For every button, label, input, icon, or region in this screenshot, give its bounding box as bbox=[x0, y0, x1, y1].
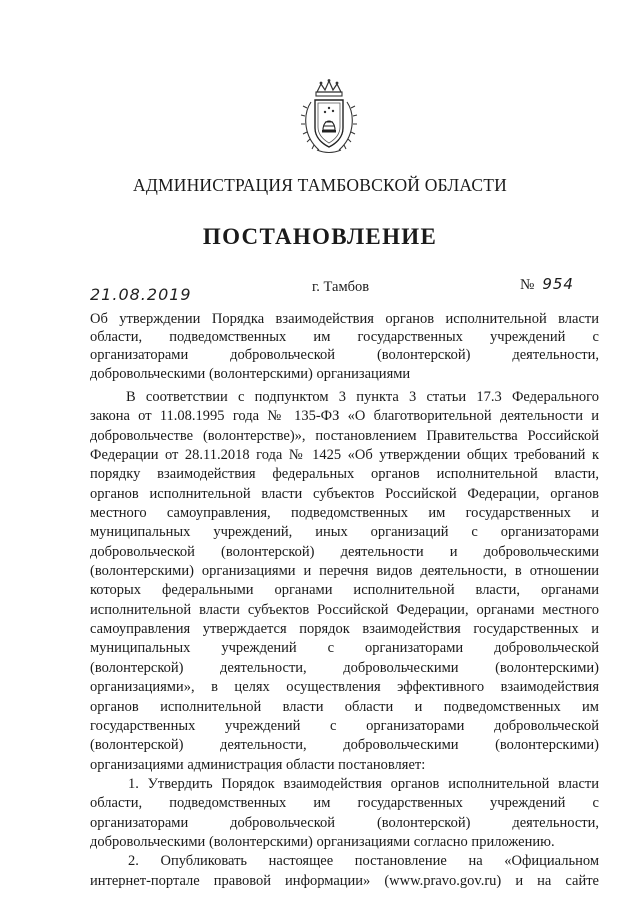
body-line: В соответствии с подпунктом 3 пункта 3 статьи 17.3 Федерального bbox=[126, 389, 599, 405]
body-line: добровольчестве (волонтерстве)», постановлением Правительства Российской bbox=[90, 427, 599, 444]
body-line: исполнительной власти субъектов Российской Федерации, органами местного bbox=[90, 601, 599, 618]
body-line: муниципальных учреждений, иных организаций с организаторами bbox=[90, 524, 599, 541]
body-line: (волонтерской) деятельности, добровольческими (волонтерскими) bbox=[90, 659, 599, 676]
body-line: государственных учреждений с организаторами добровольческой bbox=[90, 717, 599, 734]
document-date: 21.08.2019 bbox=[90, 285, 192, 304]
body-line: Федерации от 28.11.2018 года № 1425 «Об утверждении общих требований к bbox=[90, 447, 599, 464]
document-body bbox=[90, 388, 599, 891]
coat-of-arms-icon bbox=[297, 78, 361, 156]
body-line: организациями администрация области постановляет: bbox=[90, 756, 426, 773]
body-line: добровольческой (волонтерской) деятельности и добровольческими bbox=[90, 543, 599, 560]
body-line: органов исполнительной власти области и подведомственных им bbox=[90, 698, 599, 715]
document-city: г. Тамбов bbox=[312, 279, 370, 295]
body-line: органов исполнительной власти субъектов Российской Федерации, органов bbox=[90, 485, 599, 502]
body-line: 2. Опубликовать настоящее постановление на «Официальном bbox=[128, 853, 599, 870]
body-line: самоуправления утверждается порядок взаимодействия государственных и bbox=[90, 621, 599, 638]
organization-name: АДМИНИСТРАЦИЯ ТАМБОВСКОЙ ОБЛАСТИ bbox=[133, 175, 507, 195]
body-line: (волонтерскими) организациями и перечня видов деятельности, в отношении bbox=[90, 563, 599, 580]
subject-line: Об утверждении Порядка взаимодействия органов исполнительной власти bbox=[90, 311, 599, 327]
body-line: организаторами добровольческой (волонтерской) деятельности, bbox=[90, 814, 599, 831]
body-line: (волонтерской) деятельности, добровольческими (волонтерскими) bbox=[90, 737, 599, 754]
body-line: интернет-портале правовой информации» (www.pravo.gov.ru) и на сайте bbox=[90, 872, 599, 889]
body-line: организациями», в целях осуществления эффективного взаимодействия bbox=[90, 679, 599, 696]
body-line: порядку взаимодействия федеральных органов исполнительной власти, bbox=[90, 466, 599, 483]
body-line: местного самоуправления, подведомственных им государственных и bbox=[90, 505, 599, 522]
document-subject bbox=[90, 310, 599, 383]
body-line: добровольческими (волонтерскими) организациями согласно приложению. bbox=[90, 833, 555, 850]
body-line: закона от 11.08.1995 года № 135-ФЗ «О благотворительной деятельности и bbox=[90, 408, 599, 425]
subject-line: организаторами добровольческой (волонтерской) деятельности, bbox=[90, 347, 599, 364]
subject-line: области, подведомственных им государственных учреждений с bbox=[90, 329, 599, 346]
number-value: 954 bbox=[542, 275, 574, 293]
body-line: которых федеральными органами исполнительной власти, органами bbox=[90, 582, 599, 599]
subject-line: добровольческими (волонтерскими) организациями bbox=[90, 365, 411, 382]
document-type-title: ПОСТАНОВЛЕНИЕ bbox=[202, 224, 438, 249]
body-line: муниципальных учреждений с организаторами добровольческой bbox=[90, 640, 599, 657]
body-line: 1. Утвердить Порядок взаимодействия органов исполнительной власти bbox=[128, 775, 599, 792]
number-label: № bbox=[520, 277, 535, 293]
body-line: области, подведомственных им государственных учреждений с bbox=[90, 795, 599, 812]
document-number bbox=[520, 275, 574, 294]
